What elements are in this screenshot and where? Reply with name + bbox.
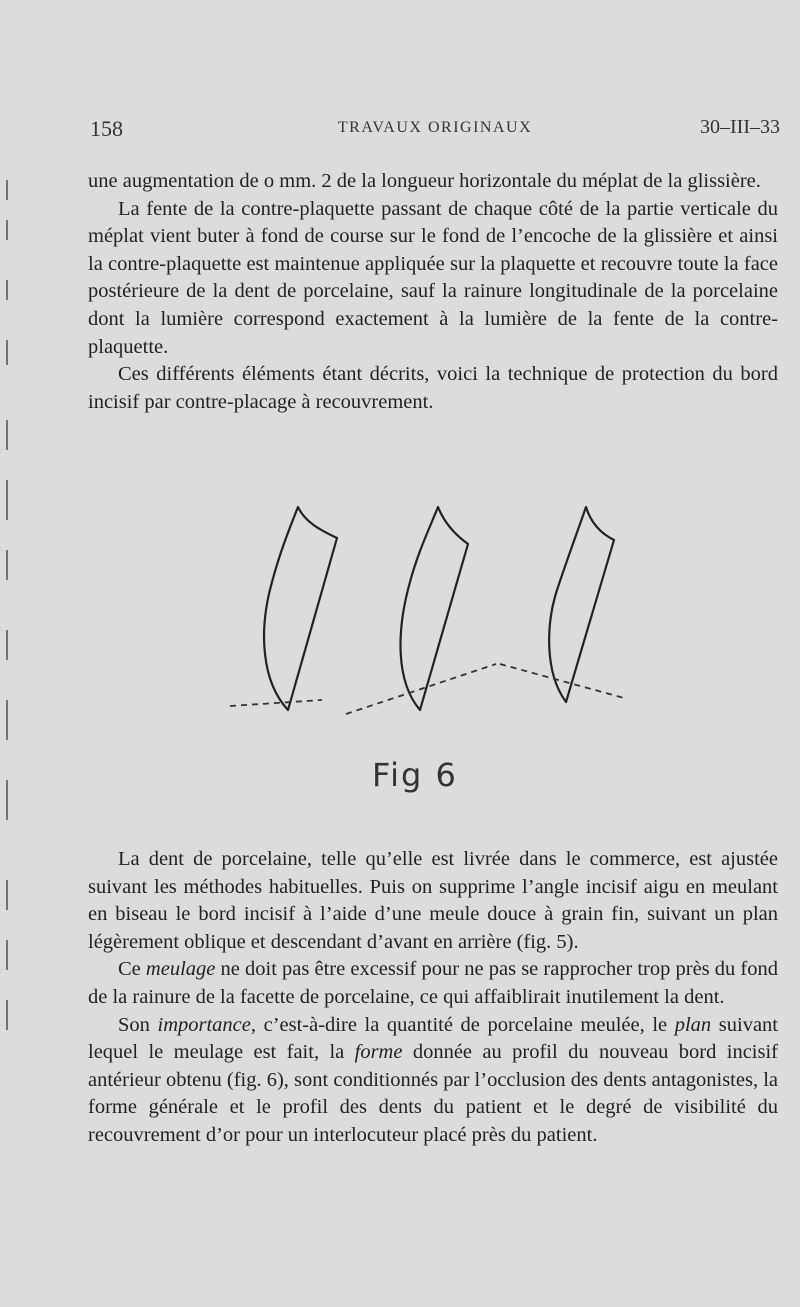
- paragraph: La fente de la contre-plaquette passant de chaque côté de la partie verticale du méplat vient buter à fond de course sur le fond de l’encoche de la glissière et ainsi la contre-plaquette est maintenue appliquée sur la plaquette et recouvre toute la face postérieure de la dent de porcelaine, sauf la rainure longitudinale de la porcelaine dont la lumière correspond exactement à la lumière de la fente de la contre-plaquette.: [88, 197, 778, 358]
- text-run: , c’est-à-dire la quantité de porcelaine meulée, le: [250, 1013, 675, 1036]
- paragraph: une augmentation de o mm. 2 de la longueur horizontale du méplat de la glissière.: [88, 170, 761, 192]
- text-run: donnée au profil du nouveau bord incisif antérieur obtenu (fig. 6), sont conditionnés par l’occlusion des dents antagonistes, la forme générale et le profil des dents du patient et le degré de visibilité du recouvrement d’or pour un interlocuteur placé près du patient.: [88, 1041, 778, 1146]
- running-title: TRAVAUX ORIGINAUX: [337, 119, 533, 136]
- page-header: [90, 116, 780, 146]
- paragraph: [88, 1012, 778, 1150]
- emphasis: importance: [157, 1013, 251, 1036]
- text-run: ne doit pas être excessif pour ne pas se rapprocher trop près du fond de la rainure de la facette de porcelaine, ce qui affaiblirait inutilement la dent.: [88, 958, 778, 1008]
- bevel-line-3: [500, 664, 624, 698]
- tooth-profile-1: [264, 507, 337, 710]
- emphasis: plan: [674, 1013, 712, 1036]
- figure-tooth-profiles: [210, 492, 640, 732]
- text-run: Son: [118, 1013, 158, 1036]
- tooth-profile-3: [549, 507, 614, 702]
- tooth-profile-2: [401, 507, 468, 710]
- paragraph: [88, 956, 778, 1011]
- tooth-drawing: [210, 492, 640, 732]
- binding-marks: [4, 180, 10, 1080]
- text-run: suivant lequel le meulage est fait, la: [88, 1013, 778, 1064]
- emphasis: forme: [354, 1041, 403, 1064]
- paragraph: La dent de porcelaine, telle qu’elle est livrée dans le commerce, est ajustée suivant les méthodes habituelles. Puis on supprime l’angle incisif aigu en meulant en biseau le bord incisif à l’aide d’une meule douce à grain fin, suivant un plan légèrement oblique et descendant d’avant en arrière (fig. 5).: [88, 848, 778, 953]
- figure-caption: Fig 6: [372, 756, 458, 794]
- text-block-bottom: [88, 846, 778, 1150]
- text-run: Ce: [118, 958, 146, 981]
- page-number: 158: [90, 116, 123, 141]
- emphasis: meulage: [145, 958, 216, 981]
- text-block-top: [88, 168, 778, 416]
- bevel-line-1: [230, 700, 322, 706]
- paragraph: Ces différents éléments étant décrits, voici la technique de protection du bord incisif par contre-placage à recouvrement.: [88, 363, 778, 413]
- header-date: 30–III–33: [700, 116, 780, 138]
